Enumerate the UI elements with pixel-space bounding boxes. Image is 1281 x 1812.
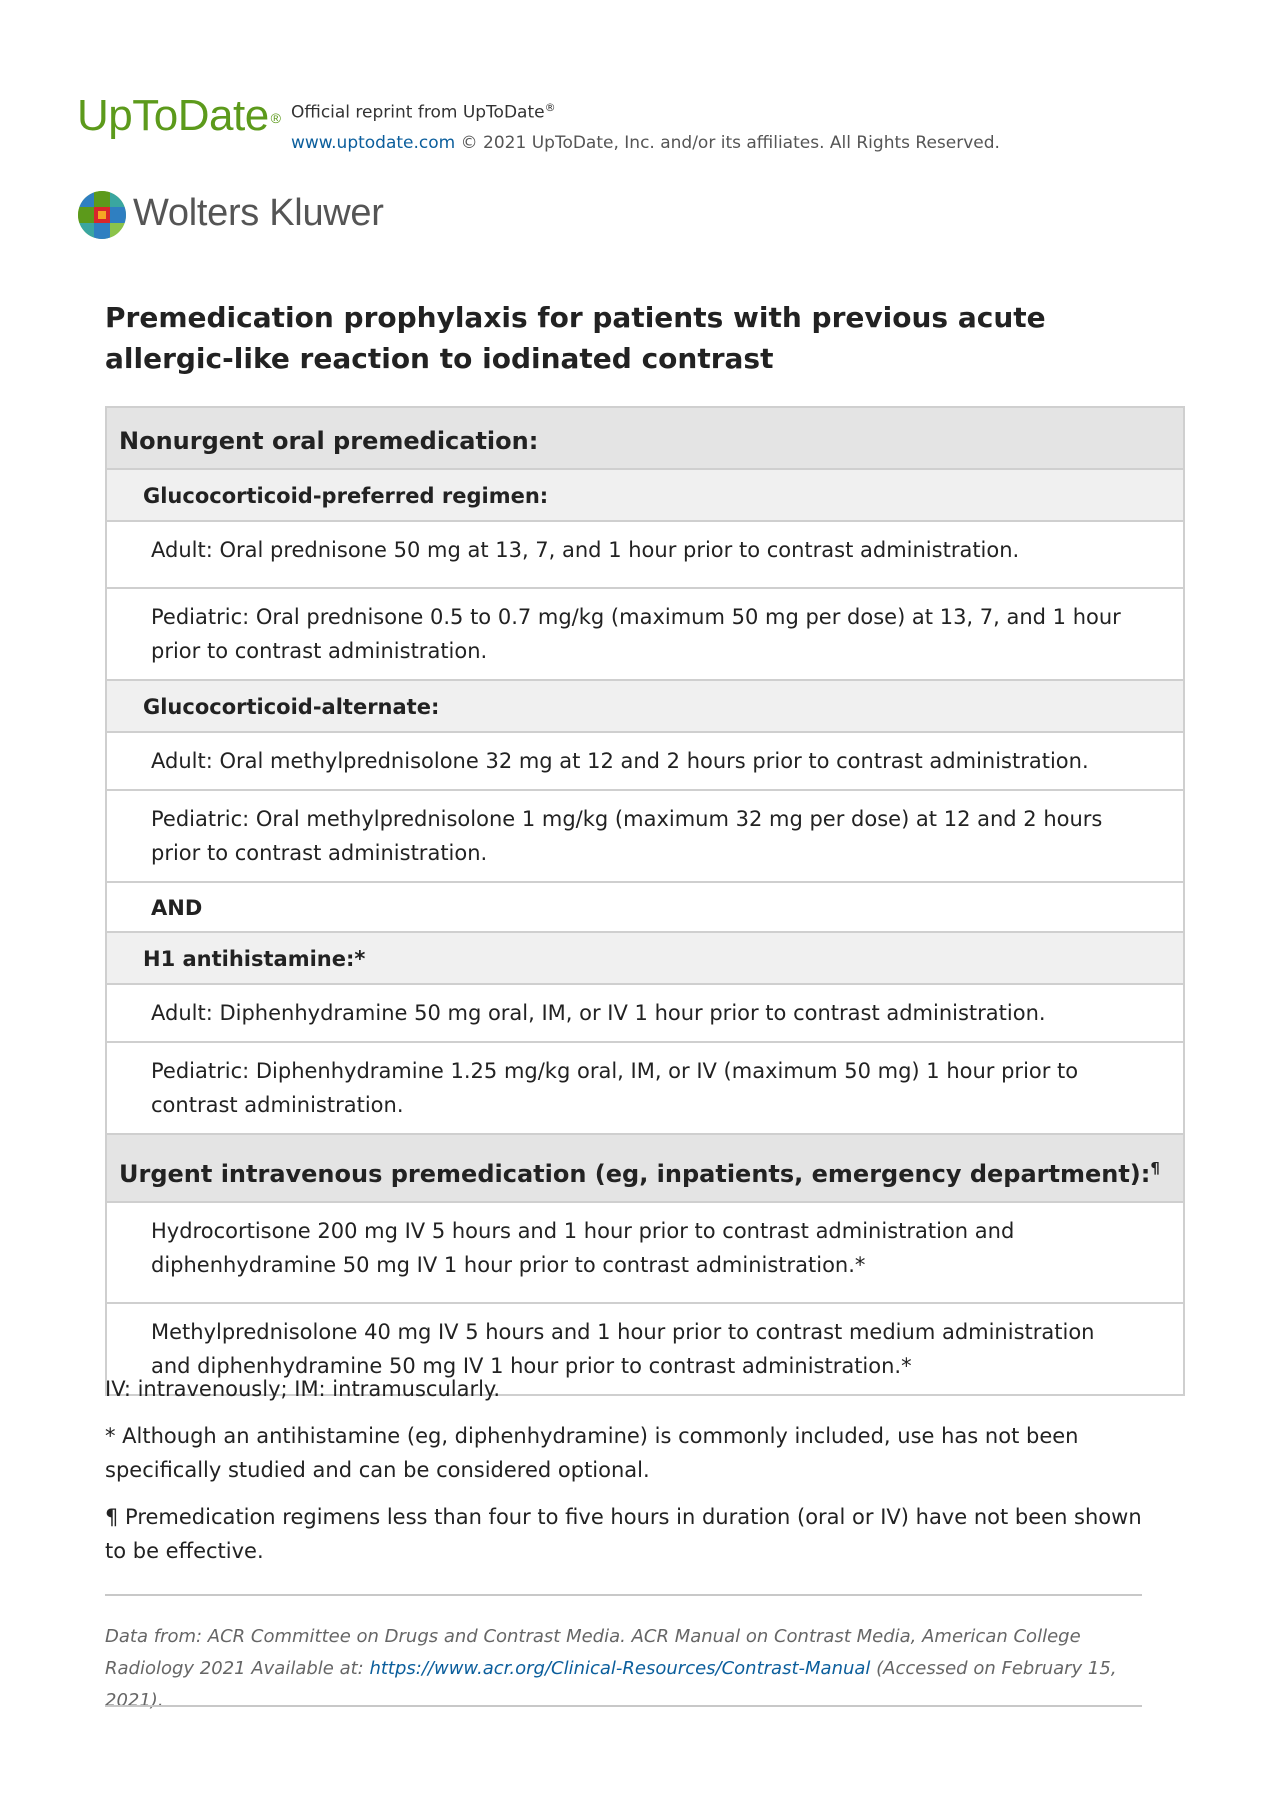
preferred-pediatric: Pediatric: Oral prednisone 0.5 to 0.7 mg/kg (maximum 50 mg per dose) at 13, 7, and 1 hour prior to contrast administration. [106, 588, 1184, 680]
preferred-heading: Glucocorticoid-preferred regimen: [106, 469, 1184, 521]
acr-manual-link[interactable]: https://www.acr.org/Clinical-Resources/Contrast-Manual [369, 1658, 871, 1679]
urgent-heading-mark: ¶ [1150, 1159, 1160, 1177]
preferred-adult: Adult: Oral prednisone 50 mg at 13, 7, and 1 hour prior to contrast administration. [106, 521, 1184, 588]
uptodate-site-link[interactable]: www.uptodate.com [291, 132, 456, 153]
table-row [106, 984, 1184, 1042]
reprint-mark: ® [544, 101, 556, 114]
table-row [106, 732, 1184, 790]
source-text: Data from: ACR Committee on Drugs and Contrast Media. ACR Manual on Contrast Media, American College Radiology 2021 Available at: [105, 1626, 1081, 1679]
urgent-heading: Urgent intravenous premedication (eg, inpatients, emergency department): [119, 1160, 1151, 1188]
source-citation [105, 1621, 1155, 1717]
alternate-pediatric: Pediatric: Oral methylprednisolone 1 mg/kg (maximum 32 mg per dose) at 12 and 2 hours prior to contrast administration. [106, 790, 1184, 882]
pilcrow-note: ¶ Premedication regimens less than four to five hours in duration (oral or IV) have not been shown to be effective. [105, 1505, 1142, 1563]
divider [105, 1594, 1142, 1596]
page-title: Premedication prophylaxis for patients with previous acute allergic-like reaction to iodinated contrast [105, 301, 1046, 375]
reprint-header [77, 90, 1227, 153]
urgent-option-2: Methylprednisolone 40 mg IV 5 hours and 1 hour prior to contrast medium administration and diphenhydramine 50 mg IV 1 hour prior to contrast administration.* [151, 1320, 1095, 1378]
and-label: AND [106, 882, 1184, 932]
wolters-kluwer-name: Wolters Kluwer [133, 192, 384, 234]
table-row [106, 1042, 1184, 1134]
uptodate-logo-mark: ® [270, 110, 281, 126]
table-row [106, 790, 1184, 882]
subheader-preferred [106, 469, 1184, 521]
asterisk-note: * Although an antihistamine (eg, diphenhydramine) is commonly included, use has not been specifically studied and can be considered optional. [105, 1424, 1079, 1482]
subheader-antihistamine [106, 932, 1184, 984]
abbreviations-note: IV: intravenously; IM: intramuscularly. [105, 1377, 501, 1401]
table-row [106, 521, 1184, 588]
copyright-text: © 2021 UpToDate, Inc. and/or its affiliates. All Rights Reserved. [460, 132, 1000, 153]
section-header-nonurgent [106, 407, 1184, 469]
nonurgent-heading: Nonurgent oral premedication: [106, 407, 1184, 469]
subheader-alternate [106, 680, 1184, 732]
and-row [106, 882, 1184, 932]
divider [105, 1705, 1142, 1707]
table-row [106, 588, 1184, 680]
table-row [106, 1202, 1184, 1303]
source-accessed: (Accessed on February 15, 2021). [105, 1658, 1117, 1711]
reprint-notice [291, 93, 1000, 158]
uptodate-logo [77, 90, 281, 142]
alternate-heading: Glucocorticoid-alternate: [106, 680, 1184, 732]
urgent-option-1: Hydrocortisone 200 mg IV 5 hours and 1 hour prior to contrast administration and diphenhydramine 50 mg IV 1 hour prior to contrast administration.* [106, 1202, 1184, 1303]
antihistamine-adult: Adult: Diphenhydramine 50 mg oral, IM, or IV 1 hour prior to contrast administration. [106, 984, 1184, 1042]
wolters-kluwer-globe-icon [77, 190, 127, 240]
section-header-urgent [106, 1134, 1184, 1202]
footnotes [105, 1372, 1155, 1581]
antihistamine-heading: H1 antihistamine:* [106, 932, 1184, 984]
alternate-adult: Adult: Oral methylprednisolone 32 mg at 12 and 2 hours prior to contrast administration. [106, 732, 1184, 790]
reprint-line: Official reprint from UpToDate [291, 102, 545, 123]
urgent-heading-cell [106, 1134, 1184, 1202]
antihistamine-pediatric: Pediatric: Diphenhydramine 1.25 mg/kg oral, IM, or IV (maximum 50 mg) 1 hour prior to contrast administration. [106, 1042, 1184, 1134]
premedication-table [105, 406, 1185, 1396]
uptodate-logo-text: UpToDate [77, 91, 269, 140]
